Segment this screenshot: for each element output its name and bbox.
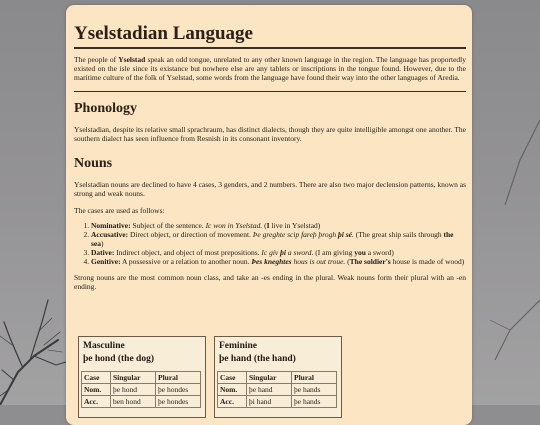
case-example-bold: Þes kneghtes: [251, 257, 292, 266]
nouns-paragraph-1: Yselstadian nouns are declined to have 4 cases, 3 genders, and 2 numbers. There are also two major declension patterns, known as strong and weak nouns.: [74, 180, 466, 198]
intro-text-end: speak an odd tongue, unrelated to any other known language in the region. The language has proportedly existed on the isle since its existance but nowhere else are any tablets or inscriptions in the tongue found. However, due to the maritime culture of the folk of Yselstad, some words from the language have found their way into the other languages of Aredia.: [74, 55, 466, 82]
declension-grid: [81, 371, 201, 408]
case-name: Nominative:: [91, 221, 131, 230]
translation-bold: I: [266, 221, 270, 230]
row-header: Acc.: [82, 396, 111, 408]
case-name: Genitive:: [91, 257, 121, 266]
table-header-row: [82, 372, 201, 384]
case-example-bold: þi sé: [338, 230, 352, 239]
case-desc: Indirect object, and object of most prepositions.: [114, 248, 262, 257]
masculine-table: [78, 336, 206, 418]
table-cell: ben hond: [111, 396, 156, 408]
nouns-heading: Nouns: [74, 156, 113, 171]
list-item: [91, 257, 466, 266]
case-desc: Subject of the sentence.: [130, 221, 206, 230]
case-example-end: a sword.: [285, 248, 314, 257]
phonology-paragraph: Yselstadian, despite its relative small sprachraum, has distinct dialects, though they are quite intelligible amongst one another. The southern dialect has seen influence from Resnish in its consonant inventory.: [74, 125, 466, 143]
table-cell: þe hond: [111, 384, 156, 396]
table-cell: þe hondes: [156, 384, 201, 396]
column-header: Singular: [111, 372, 156, 384]
translation-bold: The soldier's: [349, 257, 391, 266]
table-row: [82, 396, 201, 408]
translation-end: ): [101, 239, 104, 248]
case-example-bold: þi: [280, 248, 286, 257]
nouns-paragraph-2: The cases are used as follows:: [74, 206, 165, 215]
case-list: [74, 221, 466, 266]
intro-text-start: The people of: [74, 55, 119, 64]
table-title: Feminine: [219, 341, 257, 351]
translation-end: a sword): [365, 248, 394, 257]
section-divider: [74, 91, 466, 92]
row-header: Acc.: [218, 396, 247, 408]
table-cell: þe hondes: [156, 396, 201, 408]
declension-grid: [217, 371, 337, 408]
case-name: Accusative:: [91, 230, 129, 239]
case-example: Þe greghte scip fareþ þrogh: [252, 230, 339, 239]
table-cell: þe hand: [247, 384, 292, 396]
row-header: Nom.: [218, 384, 247, 396]
column-header: Plural: [292, 372, 337, 384]
translation-start: (The great ship sails through: [353, 230, 444, 239]
table-title: Masculine: [83, 341, 125, 351]
translation-start: (: [345, 257, 350, 266]
translation-start: (: [262, 221, 267, 230]
table-cell: þe hands: [292, 396, 337, 408]
case-example: Ic gív: [261, 248, 281, 257]
list-item: [91, 248, 466, 257]
column-header: Case: [218, 372, 247, 384]
translation-end: house is made of wood): [390, 257, 465, 266]
translation-bold: the sea: [91, 230, 454, 248]
case-desc: Direct object, or direction of movement.: [128, 230, 253, 239]
case-example-end: hous is out troue.: [291, 257, 346, 266]
case-example: Ic won in Yselstad.: [205, 221, 263, 230]
column-header: Plural: [156, 372, 201, 384]
table-row: [218, 384, 337, 396]
article-page: [66, 5, 472, 425]
phonology-heading: Phonology: [74, 101, 138, 116]
nouns-paragraph-3: Strong nouns are the most common noun class, and take an -es ending in the plural. Weak nouns form their plural with an -en ending.: [74, 273, 466, 291]
page-title: Yselstadian Language: [74, 23, 466, 49]
table-cell: þi hand: [247, 396, 292, 408]
translation-bold: you: [354, 248, 366, 257]
case-name: Dative:: [91, 248, 115, 257]
column-header: Singular: [247, 372, 292, 384]
feminine-table: [214, 336, 342, 418]
list-item: [91, 221, 466, 230]
row-header: Nom.: [82, 384, 111, 396]
table-row: [82, 384, 201, 396]
intro-name: Yselstad: [118, 55, 146, 64]
column-header: Case: [82, 372, 111, 384]
list-item: [91, 230, 466, 248]
case-example-end: .: [352, 230, 354, 239]
table-word: þe hand (the hand): [219, 354, 296, 364]
translation-start: (I am giving: [313, 248, 355, 257]
table-row: [218, 396, 337, 408]
table-cell: þe hands: [292, 384, 337, 396]
case-desc: A possessive or a relation to another noun.: [120, 257, 252, 266]
table-header-row: [218, 372, 337, 384]
intro-paragraph: [74, 55, 466, 82]
table-word: þe hond (the dog): [83, 354, 154, 364]
translation-end: live in Yselstad): [269, 221, 321, 230]
